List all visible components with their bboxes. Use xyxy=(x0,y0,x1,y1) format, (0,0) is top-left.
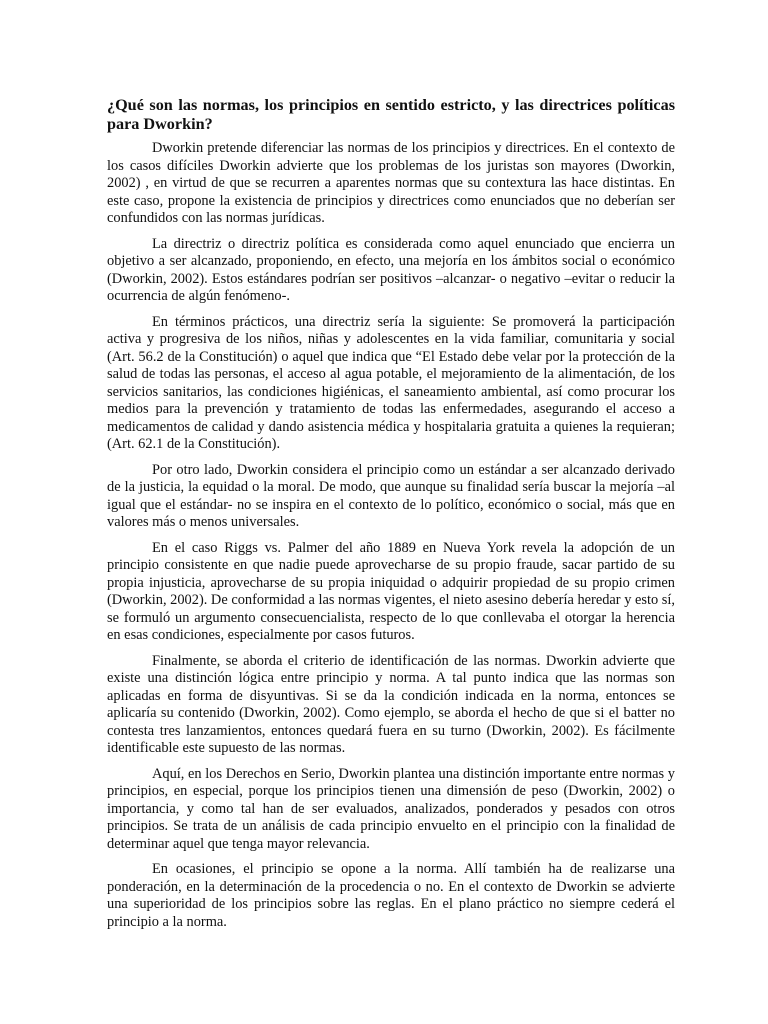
paragraph-7: Aquí, en los Derechos en Serio, Dworkin plantea una distinción importante entre normas y principios, en especial, porque los principios tienen una dimensión de peso (Dworkin, 2002) o importancia, y como tal han de ser evaluados, analizados, ponderados y pesados con otros principios. Se trata de un análisis de cada principio envuelto en el principio con la finalidad de determinar aquel que tenga mayor relevancia. xyxy=(107,765,675,852)
paragraph-1: Dworkin pretende diferenciar las normas de los principios y directrices. En el contexto de los casos difíciles Dworkin advierte que los problemas de los juristas son mayores (Dworkin, 2002) , en virtud de que se recurren a aparentes normas que su contextura las hace distintas. En este caso, propone la existencia de principios y directrices como enunciados que no deberían ser confundidos con las normas jurídicas. xyxy=(107,140,675,226)
paragraph-8: En ocasiones, el principio se opone a la norma. Allí también ha de realizarse una ponderación, en la determinación de la procedencia o no. En el contexto de Dworkin se advierte una superioridad de los principios sobre las reglas. En el plano práctico no siempre cederá el principio a la norma. xyxy=(107,861,675,930)
paragraph-4: Por otro lado, Dworkin considera el principio como un estándar a ser alcanzado derivado de la justicia, la equidad o la moral. De modo, que aunque su finalidad sería buscar la mejoría –al igual que el estándar- no se inspira en el contexto de lo político, económico o social, más que en valores más o menos universales. xyxy=(107,461,675,530)
paragraph-3: En términos prácticos, una directriz sería la siguiente: Se promoverá la participación activa y progresiva de los niños, niñas y adolescentes en la vida familiar, comunitaria y social (Art. 56.2 de la Constitución) o aquel que indica que “El Estado debe velar por la protección de la salud de todas las personas, el acceso al agua potable, el mejoramiento de la alimentación, de los servicios sanitarios, las condiciones higiénicas, el saneamiento ambiental, así como procurar los medios para la prevención y tratamiento de todas las enfermedades, asegurando el acceso a medicamentos de calidad y dando asistencia médica y hospitalaria gratuita a quienes la requieran; (Art. 62.1 de la Constitución). xyxy=(107,313,675,452)
paragraph-2: La directriz o directriz política es considerada como aquel enunciado que encierra un objetivo a ser alcanzado, proponiendo, en efecto, una mejoría en los ámbitos social o económico (Dworkin, 2002). Estos estándares podrían ser positivos –alcanzar- o negativo –evitar o reducir la ocurrencia de algún fenómeno-. xyxy=(107,235,675,304)
paragraph-6: Finalmente, se aborda el criterio de identificación de las normas. Dworkin advierte que existe una distinción lógica entre principio y norma. A tal punto indica que las normas son aplicadas en forma de disyuntivas. Si se da la condición indicada en la norma, entonces se aplicaría su contenido (Dworkin, 2002). Como ejemplo, se aborda el hecho de que si el batter no contesta tres lanzamientos, entonces quedará fuera en su turno (Dworkin, 2002). Es fácilmente identificable este supuesto de las normas. xyxy=(107,652,675,756)
document-title: ¿Qué son las normas, los principios en sentido estricto, y las directrices políticas para Dworkin? xyxy=(107,96,675,133)
paragraph-5: En el caso Riggs vs. Palmer del año 1889 en Nueva York revela la adopción de un principio consistente en que nadie puede aprovecharse de su propio fraude, sacar partido de su propia injusticia, aprovecharse de su propia iniquidad o adquirir propiedad de su propio crimen (Dworkin, 2002). De conformidad a las normas vigentes, el nieto asesino debería heredar y esto sí, se formuló un argumento consecuencialista, respecto de lo que conllevaba el otorgar la herencia en esas condiciones, especialmente por casos futuros. xyxy=(107,539,675,643)
document-page xyxy=(107,96,675,939)
